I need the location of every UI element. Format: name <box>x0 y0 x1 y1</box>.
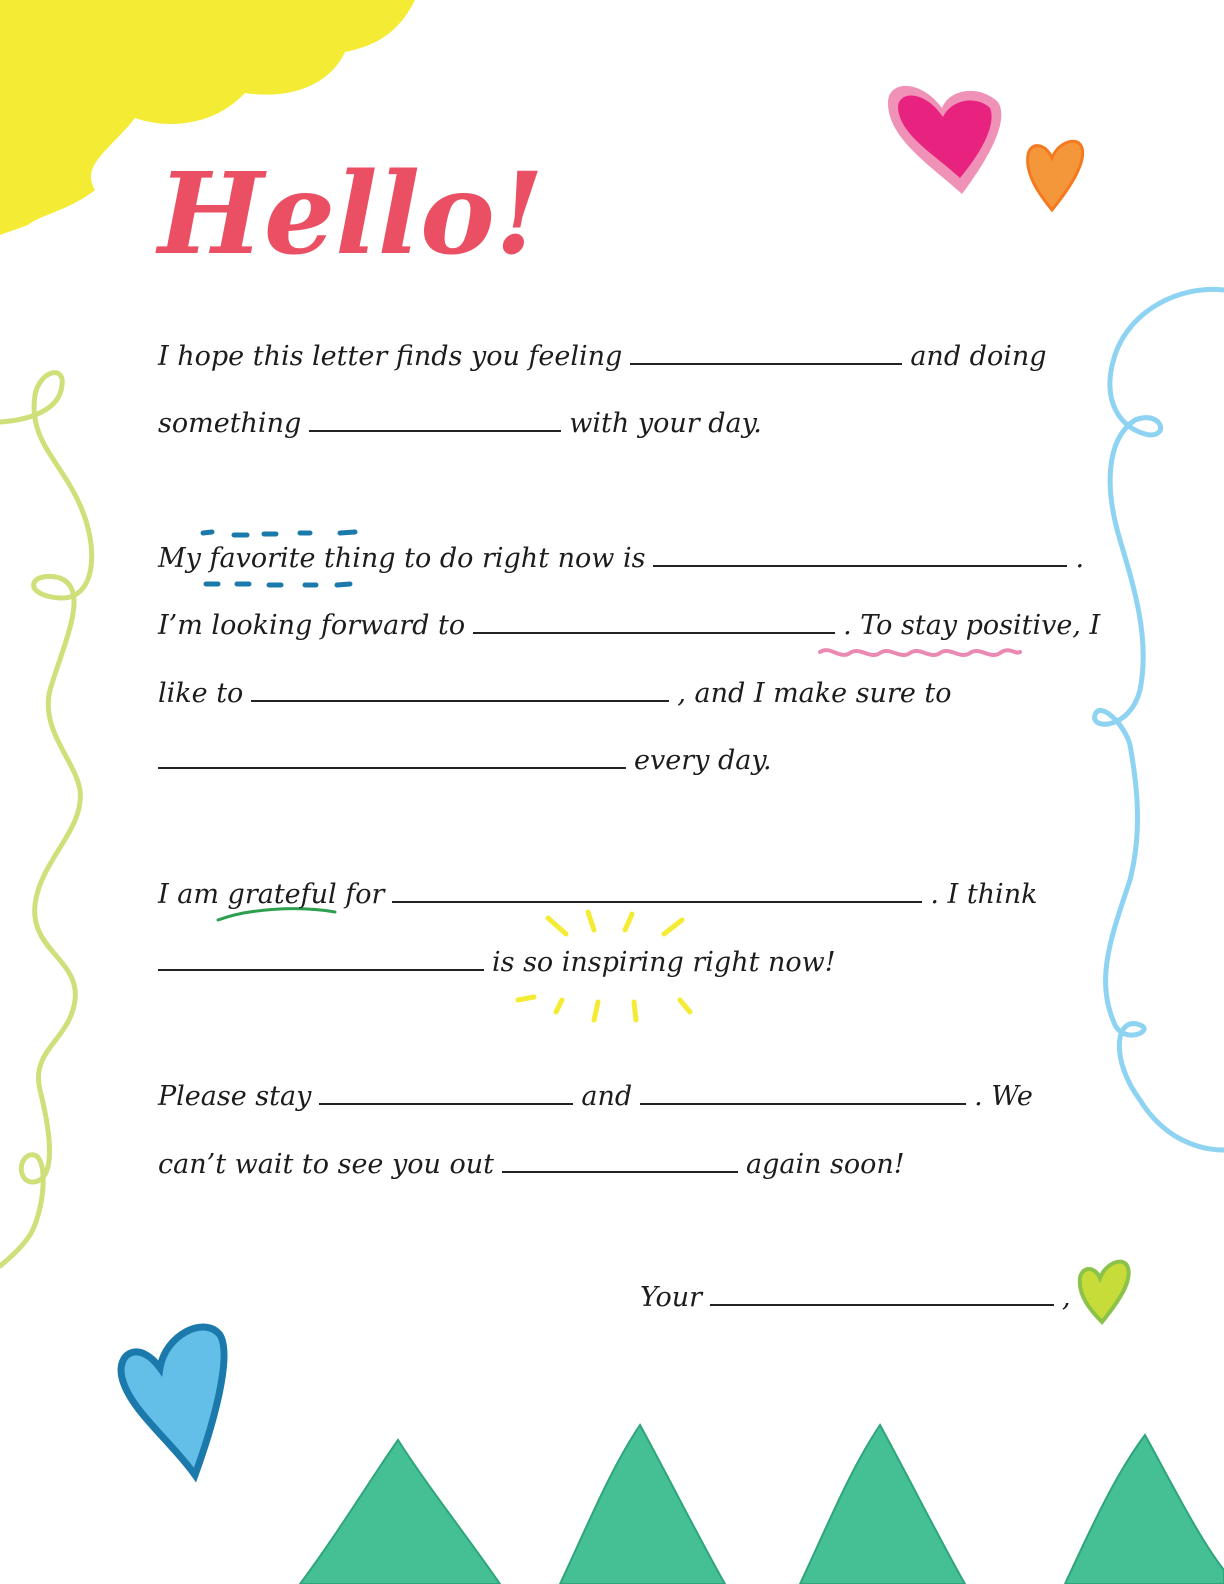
letter-text: . We <box>974 1081 1033 1112</box>
fill-in-blank[interactable] <box>630 343 902 365</box>
fill-in-blank[interactable] <box>502 1151 738 1173</box>
letter-line <box>158 410 762 437</box>
letter-text: Please stay <box>158 1081 312 1112</box>
fill-in-blank[interactable] <box>158 949 484 971</box>
letter-text: . <box>1075 543 1085 574</box>
fill-in-blank[interactable] <box>251 680 669 702</box>
letter-text: with your day. <box>569 408 762 439</box>
letter-text: . I think <box>930 879 1038 910</box>
letter-text: every day. <box>634 745 772 776</box>
letter-line <box>158 545 1084 572</box>
letter-text: . To stay positive, I <box>843 610 1101 641</box>
tree-4 <box>1065 1435 1224 1584</box>
fill-in-blank[interactable] <box>473 612 835 634</box>
signature-suffix: , <box>1062 1282 1071 1313</box>
stay-positive-wave <box>820 650 1020 655</box>
right-ribbon-squiggle <box>1095 289 1224 1150</box>
letter-text: again soon! <box>745 1149 905 1180</box>
fill-in-blank[interactable] <box>392 881 922 903</box>
page-title: Hello! <box>158 149 545 280</box>
letter-line <box>158 1151 905 1178</box>
orange-heart <box>1028 141 1083 210</box>
letter-line <box>158 949 836 976</box>
tree-3 <box>800 1425 965 1584</box>
letter-text: something <box>158 408 302 439</box>
tree-row <box>300 1425 1224 1584</box>
letter-text: and doing <box>910 341 1047 372</box>
grateful-underline <box>218 909 335 920</box>
letter-line <box>158 881 1037 908</box>
fill-in-blank[interactable] <box>309 410 561 432</box>
green-heart <box>1080 1262 1129 1322</box>
letter-text: and <box>581 1081 633 1112</box>
letter-text: , and I make sure to <box>677 678 952 709</box>
fill-in-blank[interactable] <box>158 747 626 769</box>
signature-line <box>640 1282 1071 1313</box>
left-ribbon-squiggle <box>0 373 92 1266</box>
tree-2 <box>560 1425 725 1584</box>
letter-line <box>158 343 1047 370</box>
fill-in-blank[interactable] <box>640 1083 966 1105</box>
letter-text: like to <box>158 678 244 709</box>
signature-prefix: Your <box>640 1282 703 1313</box>
letter-line <box>158 1083 1033 1110</box>
letter-text: I’m looking forward to <box>158 610 466 641</box>
tree-1 <box>300 1440 500 1584</box>
letter-text: can’t wait to see you out <box>158 1149 494 1180</box>
letter-line <box>158 680 952 707</box>
blue-heart <box>121 1327 224 1475</box>
letter-text: I hope this letter finds you feeling <box>158 341 623 372</box>
signature-blank[interactable] <box>710 1284 1054 1306</box>
letter-text: I am grateful for <box>158 879 385 910</box>
letter-line <box>158 747 772 774</box>
fill-in-blank[interactable] <box>653 545 1067 567</box>
letter-text: is so inspiring right now! <box>492 947 836 978</box>
fill-in-blank[interactable] <box>319 1083 573 1105</box>
letter-line <box>158 612 1100 639</box>
letter-text: My favorite thing to do right now is <box>158 543 646 574</box>
